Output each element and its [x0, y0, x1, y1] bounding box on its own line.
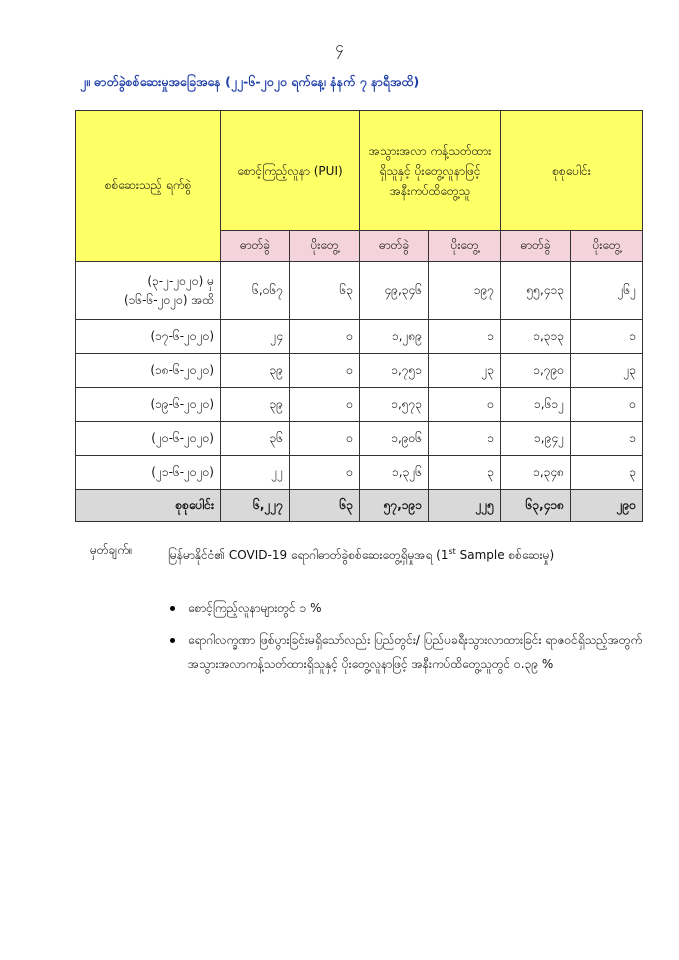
contacts-positive: ၁၉၇: [429, 262, 501, 320]
contacts-positive: ၁: [429, 320, 501, 354]
pui-tested: ၂၂: [221, 456, 290, 490]
sub-header-positive: ပိုးတွေ့: [571, 231, 643, 262]
contacts-tested: ၁,၂၈၉: [360, 320, 429, 354]
sub-header-tested: ဓာတ်ခွဲ: [221, 231, 290, 262]
header-contacts: အသွားအလာ ကန့်သတ်ထားရှိသူနှင့် ပိုးတွေ့လူနာဖြင့် အနီးကပ်ထိတွေ့သူ: [360, 111, 501, 231]
sub-header-positive: ပိုးတွေ့: [290, 231, 360, 262]
total-positive: ၀: [571, 388, 643, 422]
total-tested: ၁,၃၄၈: [501, 456, 571, 490]
total-positive: ၁: [571, 320, 643, 354]
page-number: ၄: [335, 38, 344, 56]
table-row: [76, 422, 643, 456]
contacts-positive: ၀: [429, 388, 501, 422]
contacts-tested: ၁,၉၀၆: [360, 422, 429, 456]
header-date: စစ်ဆေးသည့် ရက်စွဲ: [76, 111, 221, 262]
list-item: [168, 596, 648, 620]
table-row: [76, 262, 643, 320]
bullet-text: ရောဂါလက္ခဏာ ဖြစ်ပွားခြင်းမရှိသော်လည်း ပြည်တွင်း/ ပြည်ပခရီးသွားလာထားခြင်း ရာဇဝင်ရှိသည့်အတွက် အသွားအလာကန့်သတ်ထားရှိသူနှင့် ပိုးတွေ့လူနာဖြင့် အနီးကပ်ထိတွေ့သူတွင် ၀.၃၉ %: [188, 633, 643, 671]
total-tested: ၁,၇၉၀: [501, 354, 571, 388]
row-date: (၃-၂-၂၀၂၀) မှ (၁၆-၆-၂၀၂၀) အထိ: [76, 262, 221, 320]
notes-text-start: မြန်မာနိုင်ငံ၏ COVID-19 ရောဂါဓာတ်ခွဲစစ်ဆေးတွေ့ရှိမှုအရ (1: [168, 548, 449, 562]
pui-tested: ၂၄: [221, 320, 290, 354]
row-date: (၂၀-၆-၂၀၂၀): [76, 422, 221, 456]
total-tested: ၁,၆၁၂: [501, 388, 571, 422]
contacts-positive: ၃: [429, 456, 501, 490]
grand-positive-total: ၂၉၀: [571, 490, 643, 522]
contacts-positive-total: ၂၂၅: [429, 490, 501, 522]
table-row: [76, 388, 643, 422]
notes-superscript: st: [448, 547, 456, 556]
table-row: [76, 354, 643, 388]
pui-tested-total: ၆,၂၂၇: [221, 490, 290, 522]
contacts-tested: ၄၉,၃၄၆: [360, 262, 429, 320]
notes-bullet-list: [168, 596, 648, 684]
contacts-tested-total: ၅၇,၁၉၁: [360, 490, 429, 522]
header-total: စုစုပေါင်း: [501, 111, 643, 231]
total-positive: ၃: [571, 456, 643, 490]
table-row: [76, 456, 643, 490]
contacts-tested: ၁,၇၅၁: [360, 354, 429, 388]
header-pui: စောင့်ကြည့်လူနာ (PUI): [221, 111, 360, 231]
lab-test-table: [75, 110, 643, 522]
contacts-positive: ၁: [429, 422, 501, 456]
pui-tested: ၆,၀၆၇: [221, 262, 290, 320]
sub-header-positive: ပိုးတွေ့: [429, 231, 501, 262]
total-tested: ၅၅,၄၁၃: [501, 262, 571, 320]
table-row: [76, 320, 643, 354]
contacts-positive: ၂၃: [429, 354, 501, 388]
pui-positive: ၀: [290, 456, 360, 490]
grand-tested-total: ၆၃,၄၁၈: [501, 490, 571, 522]
total-positive: ၂၃: [571, 354, 643, 388]
sub-header-tested: ဓာတ်ခွဲ: [360, 231, 429, 262]
total-positive: ၁: [571, 422, 643, 456]
total-tested: ၁,၃၁၃: [501, 320, 571, 354]
row-date: (၁၇-၆-၂၀၂၀): [76, 320, 221, 354]
bullet-text: စောင့်ကြည့်လူနာများတွင် ၁ %: [188, 601, 322, 615]
pui-positive: ၀: [290, 354, 360, 388]
list-item: [168, 628, 648, 676]
table-total-row: [76, 490, 643, 522]
row-date: (၂၁-၆-၂၀၂၀): [76, 456, 221, 490]
total-label: စုစုပေါင်း: [76, 490, 221, 522]
pui-tested: ၃၆: [221, 422, 290, 456]
notes-label: မှတ်ချက်။: [90, 543, 133, 557]
total-positive: ၂၆၂: [571, 262, 643, 320]
row-date: (၁၈-၆-၂၀၂၀): [76, 354, 221, 388]
notes-text: [168, 542, 648, 565]
pui-tested: ၃၉: [221, 388, 290, 422]
contacts-tested: ၁,၅၇၃: [360, 388, 429, 422]
pui-positive-total: ၆၃: [290, 490, 360, 522]
bullet-icon: [170, 638, 175, 643]
row-date: (၁၉-၆-၂၀၂၀): [76, 388, 221, 422]
pui-tested: ၃၉: [221, 354, 290, 388]
pui-positive: ၆၃: [290, 262, 360, 320]
sub-header-tested: ဓာတ်ခွဲ: [501, 231, 571, 262]
pui-positive: ၀: [290, 320, 360, 354]
bullet-icon: [170, 606, 175, 611]
total-tested: ၁,၉၄၂: [501, 422, 571, 456]
pui-positive: ၀: [290, 422, 360, 456]
section-heading: ၂။ ဓာတ်ခွဲစစ်ဆေးမှုအခြေအနေ (၂၂-၆-၂၀၂၀ ရက်နေ့၊ နံနက် ၇ နာရီအထိ): [80, 74, 420, 89]
notes-text-end: Sample စစ်ဆေးမှု): [455, 548, 555, 562]
contacts-tested: ၁,၃၂၆: [360, 456, 429, 490]
pui-positive: ၀: [290, 388, 360, 422]
